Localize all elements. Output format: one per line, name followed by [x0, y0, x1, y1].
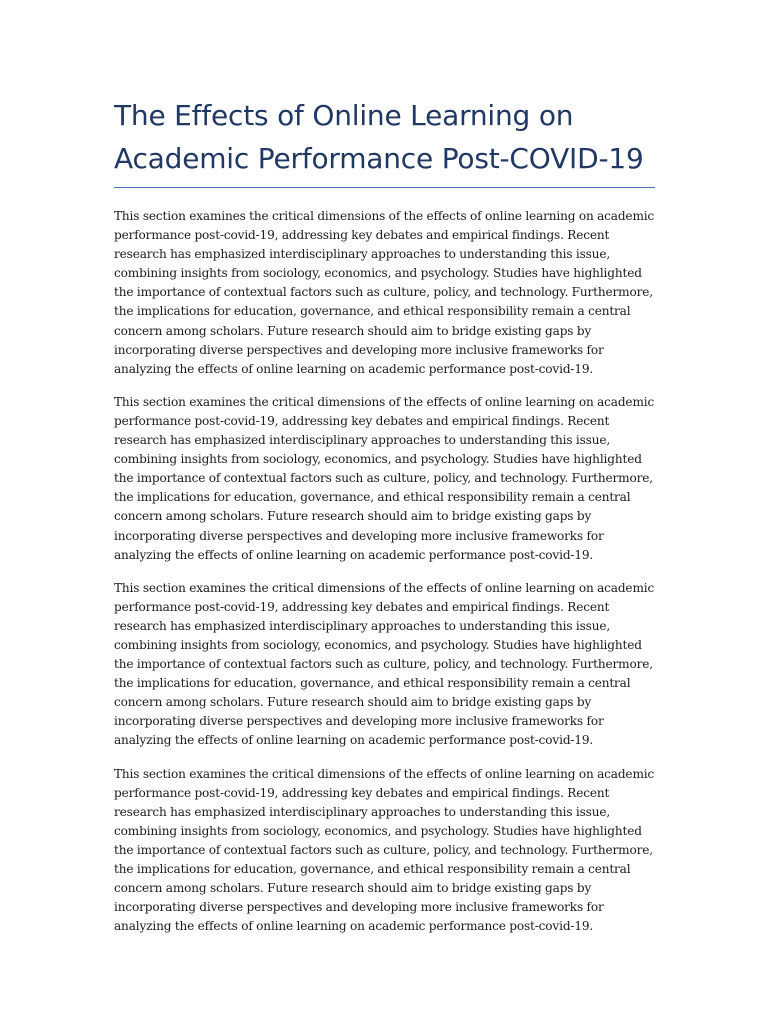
body-paragraph: This section examines the critical dimensions of the effects of online learning on academic performance post-covid-19, addressing key debates and empirical findings. Recent research has emphasized interdisciplinary approaches to understanding this issue, combining insights from sociology, economics, and psychology. Studies have highlighted the importance of contextual factors such as culture, policy, and technology. Furthermore, the implications for education, governance, and ethical responsibility remain a central concern among scholars. Future research should aim to bridge existing gaps by incorporating diverse perspectives and developing more inclusive frameworks for analyzing the effects of online learning on academic performance post-covid-19. — [114, 580, 655, 748]
body-paragraph: This section examines the critical dimensions of the effects of online learning on academic performance post-covid-19, addressing key debates and empirical findings. Recent research has emphasized interdisciplinary approaches to understanding this issue, combining insights from sociology, economics, and psychology. Studies have highlighted the importance of contextual factors such as culture, policy, and technology. Furthermore, the implications for education, governance, and ethical responsibility remain a central concern among scholars. Future research should aim to bridge existing gaps by incorporating diverse perspectives and developing more inclusive frameworks for analyzing the effects of online learning on academic performance post-covid-19. — [114, 394, 655, 562]
document-page — [114, 94, 655, 950]
body-paragraph: This section examines the critical dimensions of the effects of online learning on academic performance post-covid-19, addressing key debates and empirical findings. Recent research has emphasized interdisciplinary approaches to understanding this issue, combining insights from sociology, economics, and psychology. Studies have highlighted the importance of contextual factors such as culture, policy, and technology. Furthermore, the implications for education, governance, and ethical responsibility remain a central concern among scholars. Future research should aim to bridge existing gaps by incorporating diverse perspectives and developing more inclusive frameworks for analyzing the effects of online learning on academic performance post-covid-19. — [114, 766, 655, 934]
document-body — [114, 207, 655, 936]
page-title: The Effects of Online Learning on Academic Performance Post-COVID-19 — [114, 94, 655, 188]
body-paragraph: This section examines the critical dimensions of the effects of online learning on academic performance post-covid-19, addressing key debates and empirical findings. Recent research has emphasized interdisciplinary approaches to understanding this issue, combining insights from sociology, economics, and psychology. Studies have highlighted the importance of contextual factors such as culture, policy, and technology. Furthermore, the implications for education, governance, and ethical responsibility remain a central concern among scholars. Future research should aim to bridge existing gaps by incorporating diverse perspectives and developing more inclusive frameworks for analyzing the effects of online learning on academic performance post-covid-19. — [114, 209, 655, 376]
